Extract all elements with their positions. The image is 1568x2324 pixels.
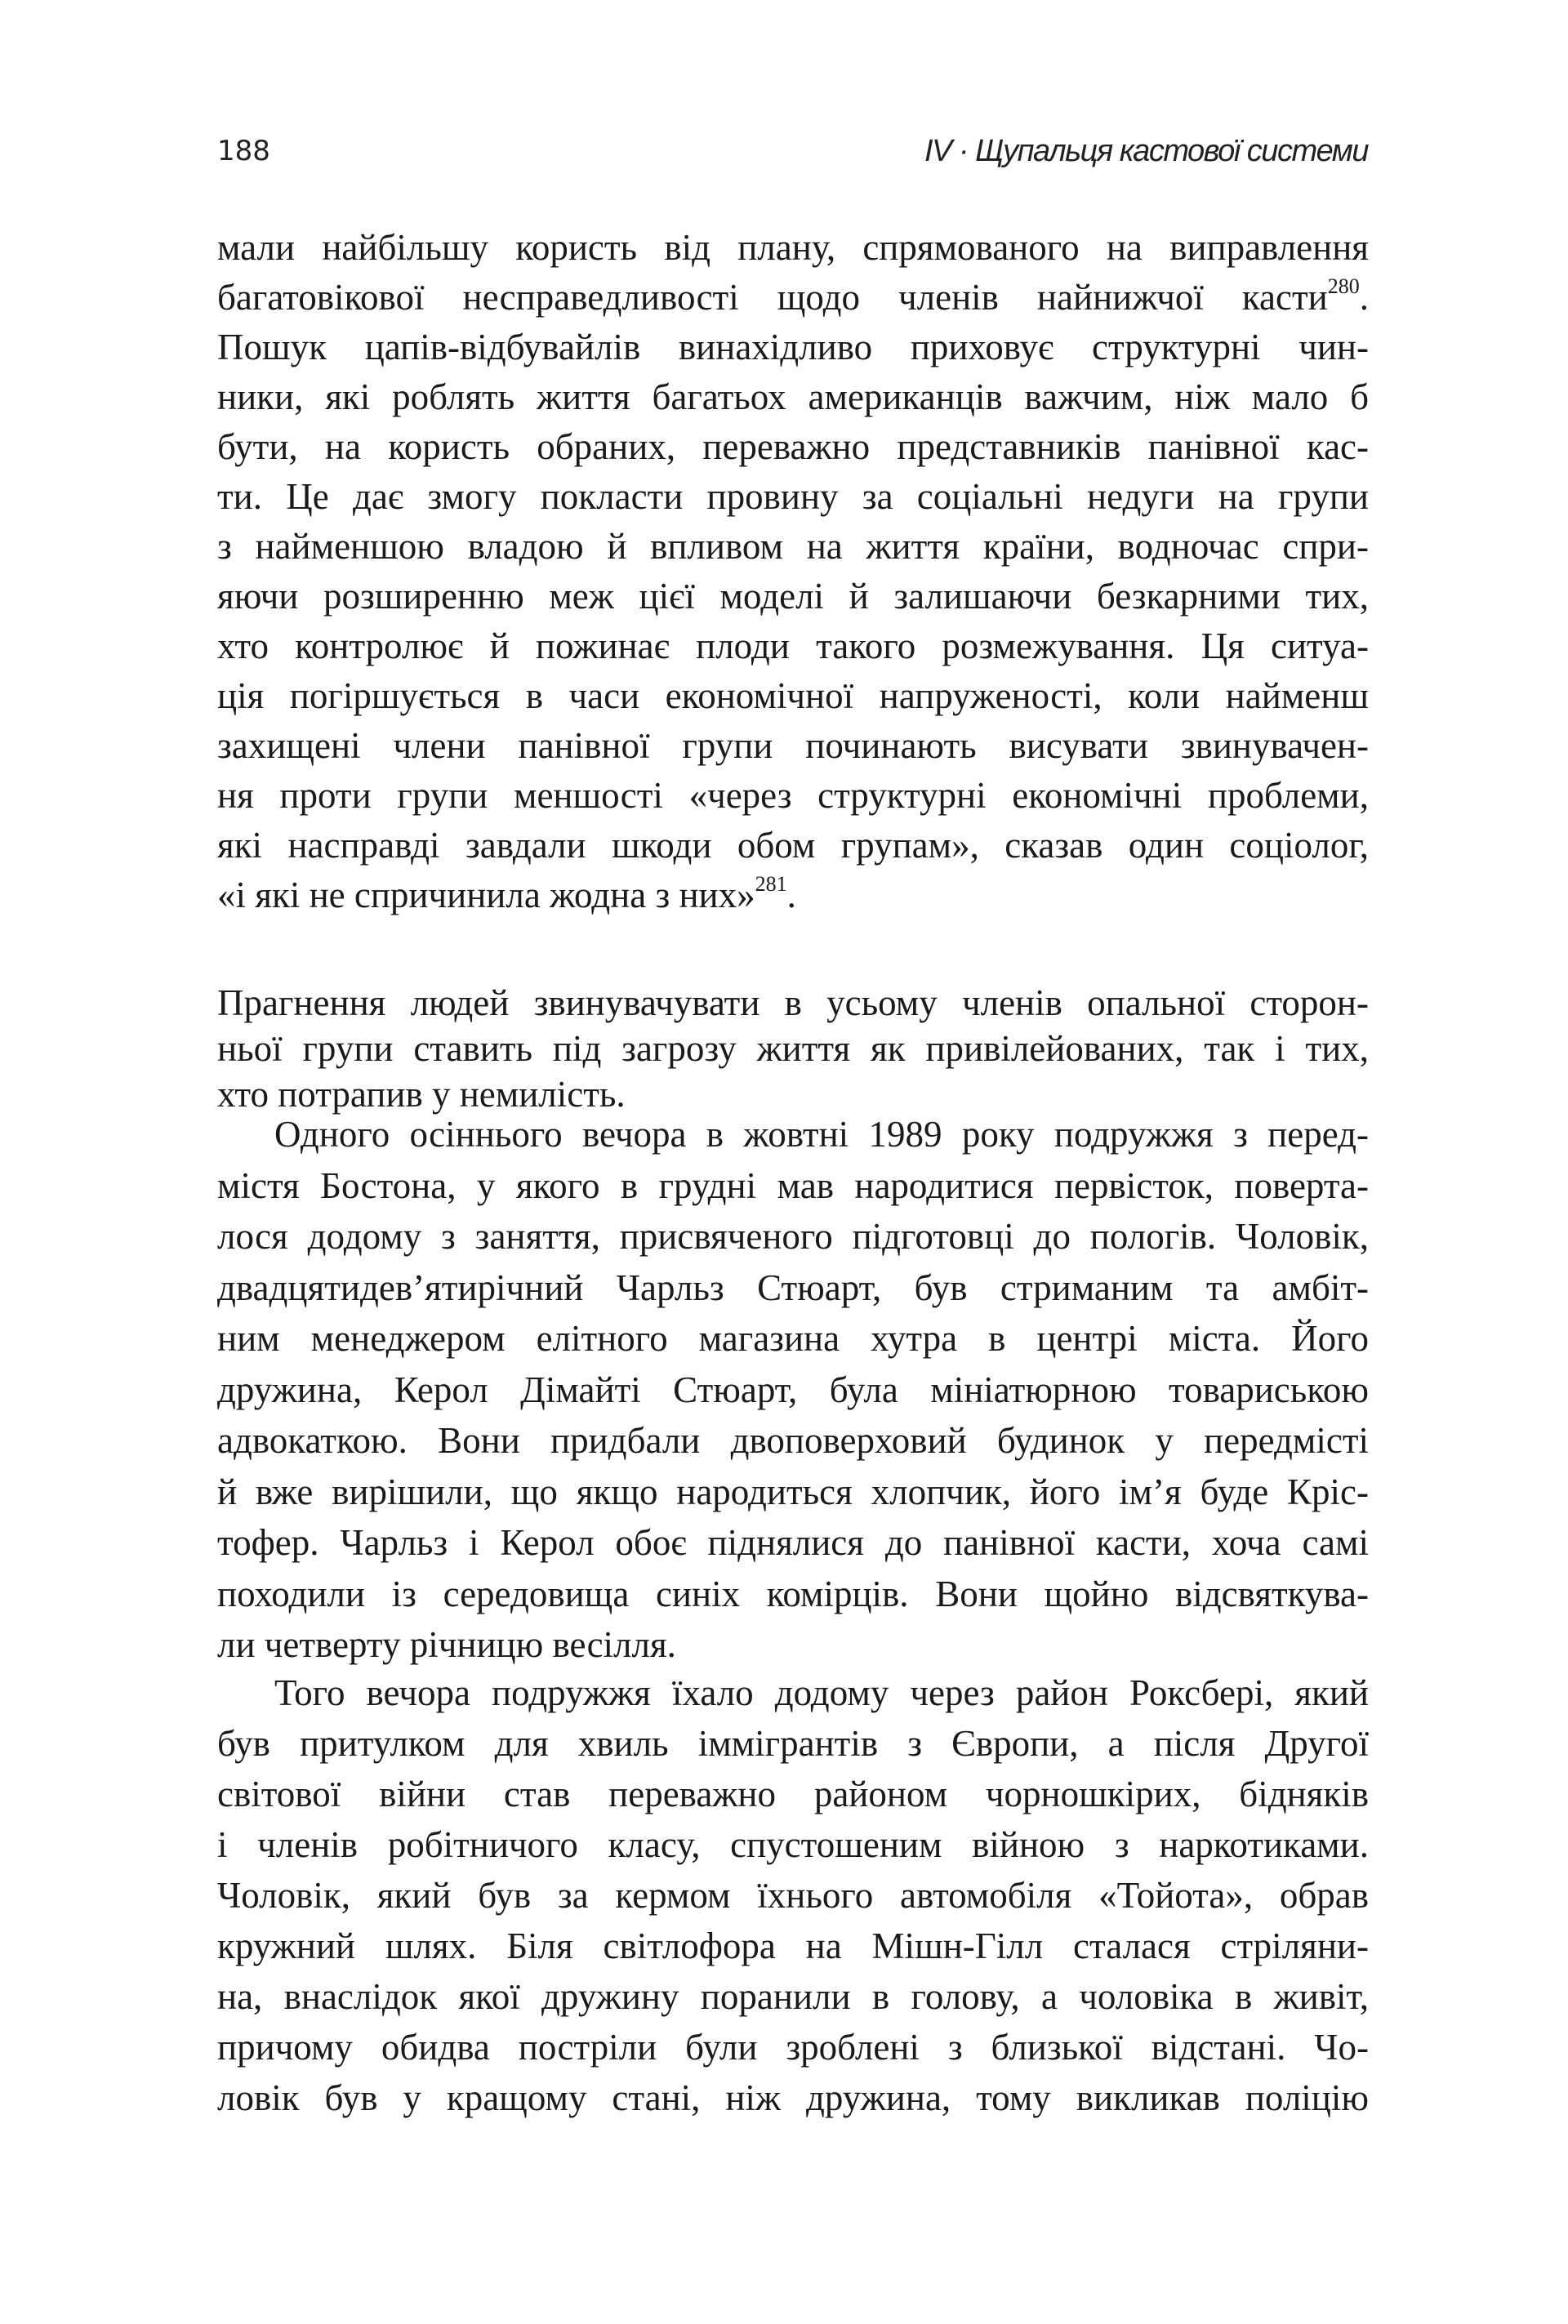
text-line: [217, 1870, 1369, 1921]
line-text: ли четверту річницю весілля.: [217, 1624, 676, 1665]
line-text: адвокаткою. Вони придбали двоповерховий будинок у передмісті: [217, 1420, 1369, 1461]
line-text: мали найбільшу користь від плану, спрямованого на виправлення: [217, 227, 1369, 268]
line-text: Чоловік, який був за кермом їхнього автомобіля «Тойота», обрав: [217, 1875, 1369, 1916]
text-line: [217, 870, 1369, 920]
text-line: [217, 1569, 1369, 1620]
text-line: [217, 1467, 1369, 1518]
text-line: [217, 422, 1369, 472]
line-text: бути, на користь обраних, переважно представників панівної кас-: [217, 426, 1369, 467]
text-line: [217, 1026, 1369, 1071]
text-line: [217, 372, 1369, 422]
text-line: [217, 273, 1369, 323]
line-text: ти. Це дає змогу покласти провину за соціальні недуги на групи: [217, 476, 1369, 517]
line-text: ним менеджером елітного магазина хутра в центрі міста. Його: [217, 1318, 1369, 1359]
paragraph: [217, 223, 1369, 920]
line-text: Одного осіннього вечора в жовтні 1989 року подружжя з перед-: [274, 1114, 1369, 1155]
line-text: Пошук цапів-відбувайлів винахідливо приховує структурні чин-: [217, 327, 1369, 367]
line-text: які насправді завдали шкоди обом групам», сказав один соціолог,: [217, 825, 1369, 866]
text-line: [217, 1517, 1369, 1569]
line-text: тофер. Чарльз і Керол обоє піднялися до панівної касти, хоча самі: [217, 1522, 1369, 1563]
text-line: [217, 223, 1369, 273]
page-number: 188: [217, 135, 270, 167]
line-text: хто потрапив у немилість.: [217, 1074, 626, 1115]
line-text: Прагнення людей звинувачувати в усьому членів опальної сторон-: [217, 982, 1369, 1023]
text-line: [217, 522, 1369, 572]
line-text: причому обидва постріли були зроблені з близької відстані. Чо-: [217, 2027, 1369, 2068]
line-text: дружина, Керол Дімайті Стюарт, була мініатюрною товариською: [217, 1369, 1369, 1410]
text-line: [217, 771, 1369, 821]
text-line: [217, 821, 1369, 870]
text-line: [217, 1971, 1369, 2022]
text-line: [217, 1718, 1369, 1769]
text-line: [217, 1160, 1369, 1212]
text-line: [217, 1365, 1369, 1416]
text-line: [217, 1769, 1369, 1819]
text-line: [217, 1921, 1369, 1971]
line-text: кружний шлях. Біля світлофора на Мішн-Гілл сталася стріляни-: [217, 1926, 1369, 1966]
punctuation: .: [1359, 277, 1369, 318]
text-line: [217, 1819, 1369, 1870]
line-text: ники, які роблять життя багатьох американців важчим, ніж мало б: [217, 376, 1369, 417]
text-line: [217, 1667, 1369, 1718]
text-line: [217, 2072, 1369, 2123]
text-line: [217, 1415, 1369, 1467]
line-text: ня проти групи меншості «через структурні економічні проблеми,: [217, 775, 1369, 816]
line-text: походили із середовища синіх комірців. Вони щойно відсвяткува-: [217, 1573, 1369, 1614]
line-text: ловік був у кращому стані, ніж дружина, тому викликав поліцію: [217, 2077, 1369, 2118]
line-text: і членів робітничого класу, спустошеним війною з наркотиками.: [217, 1824, 1369, 1865]
text-line: [217, 1313, 1369, 1365]
punctuation: .: [786, 875, 796, 915]
text-line: [217, 2022, 1369, 2072]
line-text: був притулком для хвиль іммігрантів з Європи, а після Другої: [217, 1723, 1369, 1764]
line-text: на, внаслідок якої дружину поранили в голову, а чоловіка в живіт,: [217, 1976, 1369, 2017]
line-text: «і які не спричинила жодна з них»: [217, 875, 755, 915]
line-text: багатовікової несправедливості щодо членів найнижчої касти: [217, 277, 1328, 318]
line-text: містя Бостона, у якого в грудні мав народитися первісток, поверта-: [217, 1164, 1369, 1206]
footnote-reference[interactable]: 281: [755, 872, 787, 896]
line-text: захищені члени панівної групи починають висувати звинувачен-: [217, 725, 1369, 766]
line-text: Того вечора подружжя їхало додому через район Роксбері, який: [274, 1672, 1369, 1713]
text-line: [217, 1619, 1369, 1671]
line-text: яючи розширенню меж цієї моделі й залишаючи безкарними тих,: [217, 576, 1369, 617]
line-text: з найменшою владою й впливом на життя країни, водночас спри-: [217, 526, 1369, 567]
line-text: хто контролює й пожинає плоди такого розмежування. Ця ситуа-: [217, 626, 1369, 666]
text-line: [217, 1211, 1369, 1262]
running-head: IV · Щупальця кастової системи: [924, 134, 1368, 168]
paragraph: [217, 1667, 1369, 2123]
line-text: двадцятидев’ятирічний Чарльз Стюарт, був стриманим та амбіт-: [217, 1267, 1369, 1308]
line-text: лося додому з заняття, присвяченого підготовці до пологів. Чоловік,: [217, 1216, 1369, 1257]
paragraph: [217, 980, 1369, 1117]
text-line: [217, 721, 1369, 771]
line-text: й вже вирішили, що якщо народиться хлопчик, його ім’я буде Кріс-: [217, 1471, 1369, 1512]
text-line: [217, 980, 1369, 1026]
text-line: [217, 572, 1369, 621]
line-text: ція погіршується в часи економічної напруженості, коли найменш: [217, 675, 1369, 716]
paragraph: [217, 1109, 1369, 1671]
text-line: [217, 472, 1369, 522]
text-line: [217, 671, 1369, 721]
text-line: [217, 1262, 1369, 1314]
text-line: [217, 621, 1369, 671]
line-text: світової війни став переважно районом чорношкірих, бідняків: [217, 1774, 1369, 1814]
line-text: ньої групи ставить під загрозу життя як привілейованих, так і тих,: [217, 1028, 1369, 1069]
text-line: [217, 323, 1369, 372]
footnote-reference[interactable]: 280: [1327, 274, 1360, 298]
text-line: [217, 1109, 1369, 1160]
